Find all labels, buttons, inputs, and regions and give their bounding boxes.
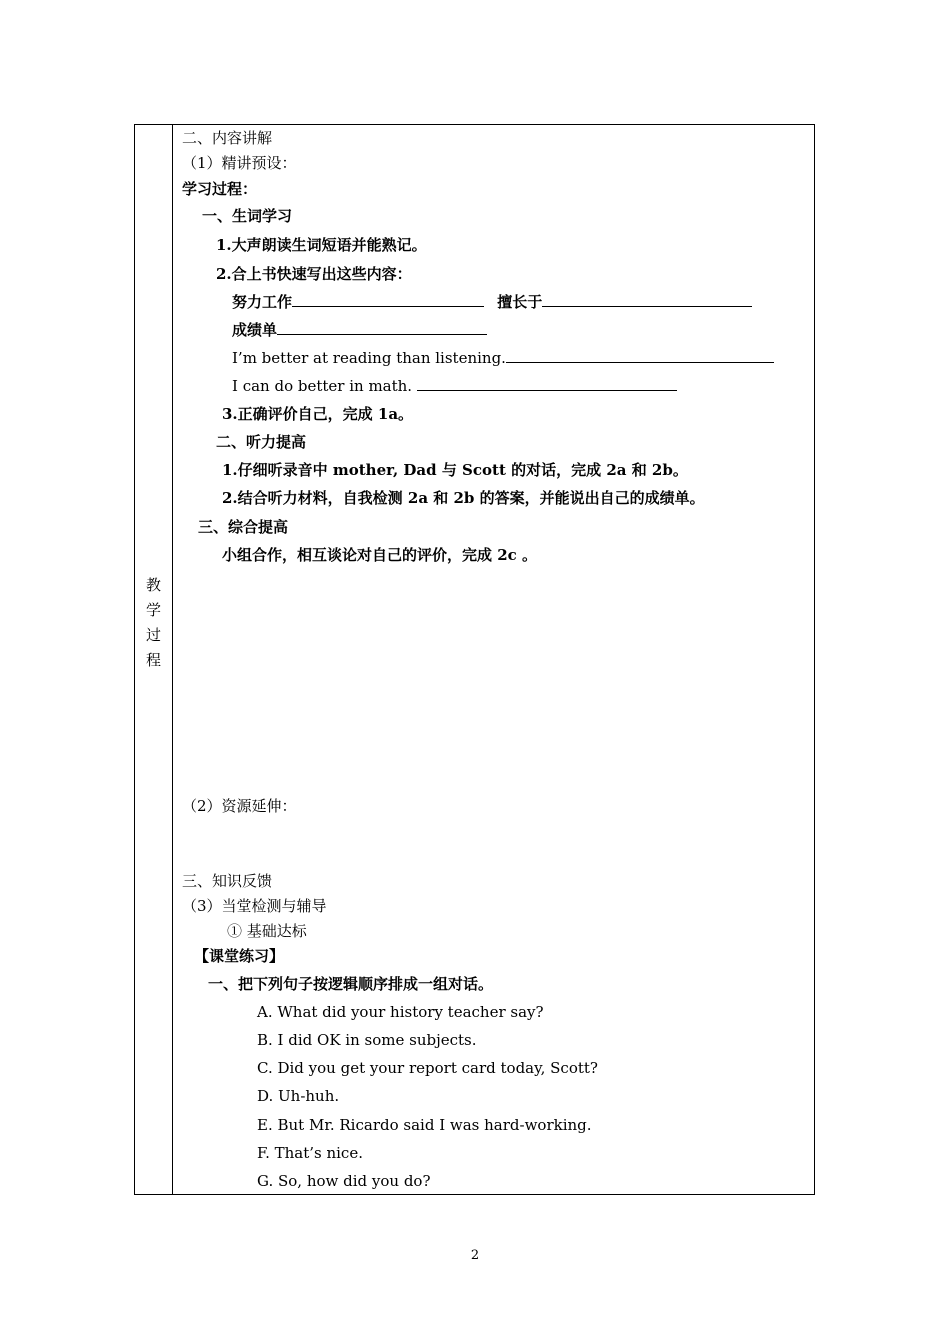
ordering-instruction: 一、把下列句子按逻辑顺序排成一组对话。: [208, 975, 494, 993]
column-divider: [172, 125, 173, 1194]
fill-line-2: [232, 320, 487, 340]
option-a: A. What did your history teacher say?: [257, 1003, 544, 1021]
listening-instruction-1: 1.仔细听录音中 mother, Dad 与 Scott 的对话，完成 2a 和 2b。: [222, 461, 688, 479]
answer-blank[interactable]: [292, 292, 484, 307]
page-number: 2: [470, 1248, 480, 1263]
option-b: B. I did OK in some subjects.: [257, 1031, 477, 1049]
side-char: 学: [145, 601, 161, 619]
answer-blank[interactable]: [506, 348, 774, 363]
instruction-2: 2.合上书快速写出这些内容：: [216, 265, 412, 283]
in-class-check-heading: （3）当堂检测与辅导: [182, 897, 327, 915]
option-e: E. But Mr. Ricardo said I was hard-working.: [257, 1116, 592, 1134]
term-label: 擅长于: [497, 293, 543, 311]
term-label: 成绩单: [232, 321, 278, 339]
listening-instruction-2: 2.结合听力材料，自我检测 2a 和 2b 的答案，并能说出自己的成绩单。: [222, 489, 705, 507]
term-label: 努力工作: [232, 293, 293, 311]
option-c: C. Did you get your report card today, Scott?: [257, 1059, 598, 1077]
resource-extension-heading: （2）资源延伸：: [182, 797, 297, 815]
group-work-instruction: 小组合作，相互谈论对自己的评价，完成 2c 。: [222, 546, 538, 564]
option-f: F. That’s nice.: [257, 1144, 363, 1162]
option-d: D. Uh-huh.: [257, 1087, 340, 1105]
answer-blank[interactable]: [277, 320, 487, 335]
section-heading-content: 二、内容讲解: [182, 129, 273, 147]
instruction-1: 1.大声朗读生词短语并能熟记。: [216, 236, 427, 254]
fill-line-3: [232, 348, 774, 368]
listening-heading: 二、听力提高: [216, 433, 307, 451]
feedback-heading: 三、知识反馈: [182, 872, 273, 890]
comprehensive-heading: 三、综合提高: [198, 518, 289, 536]
side-char: 过: [145, 626, 161, 644]
answer-blank[interactable]: [542, 292, 752, 307]
option-g: G. So, how did you do?: [257, 1172, 431, 1190]
subheading-preset: （1）精讲预设：: [182, 154, 297, 172]
side-label: [135, 573, 172, 673]
answer-blank[interactable]: [417, 376, 677, 391]
fill-line-1: [232, 292, 752, 312]
instruction-3: 3.正确评价自己，完成 1a。: [222, 405, 414, 423]
fill-line-4: [232, 376, 677, 396]
sentence: I can do better in math.: [232, 377, 413, 395]
sentence: I’m better at reading than listening.: [232, 349, 506, 367]
classroom-practice-heading: 【课堂练习】: [194, 947, 285, 965]
side-char: 程: [145, 651, 161, 669]
vocab-heading: 一、生词学习: [202, 207, 293, 225]
basic-target-heading: ① 基础达标: [227, 922, 307, 940]
learning-process-heading: 学习过程：: [182, 180, 258, 198]
side-char: 教: [145, 576, 161, 594]
